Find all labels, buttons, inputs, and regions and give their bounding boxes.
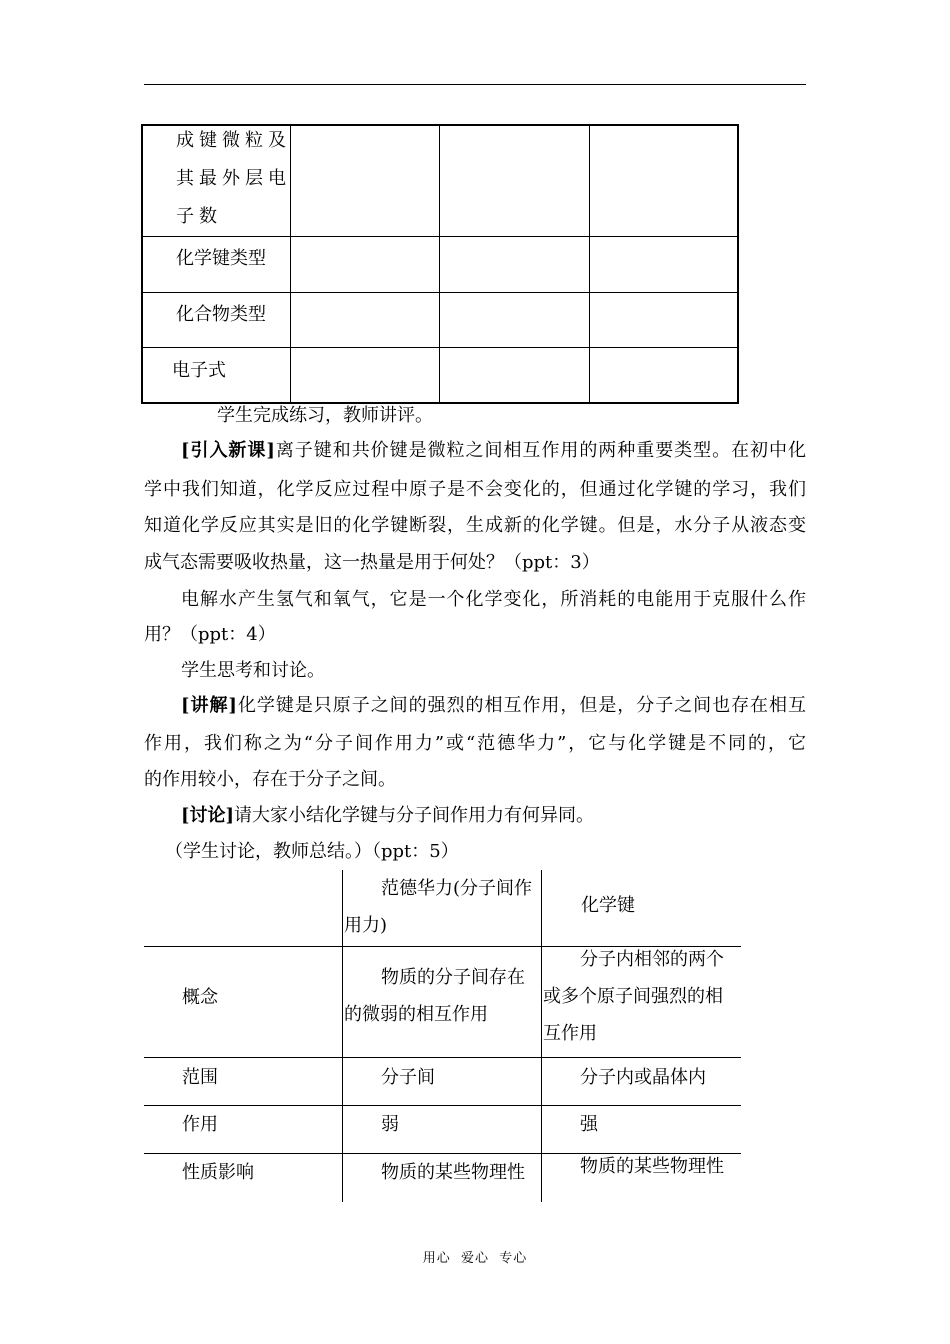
paragraph-line [181, 436, 806, 466]
header-rule [144, 84, 806, 85]
row-label: 性质影响 [182, 1162, 254, 1183]
row-label: 概念 [182, 987, 218, 1008]
row-label: 范围 [182, 1067, 218, 1088]
paragraph-line [181, 691, 806, 721]
section-tag: [讲解] [181, 695, 237, 716]
section-tag: [讨论] [181, 805, 235, 826]
table-cell-line: 分子内相邻的两个 [580, 949, 724, 970]
bond-comparison-table [141, 124, 739, 404]
page-footer: 用心 爱心 专心 [422, 1251, 528, 1266]
paragraph-line: 的作用较小，存在于分子之间。 [144, 769, 396, 790]
table-cell: 强 [580, 1114, 598, 1135]
table-cell-line: 物质的分子间存在 [381, 967, 525, 988]
paragraph-text: 化学键是只原子之间的强烈的相互作用，但是，分子之间也存在相互 [236, 695, 806, 716]
paragraph: 学生思考和讨论。 [181, 660, 325, 681]
column-header-line: 用力) [344, 915, 388, 936]
table-divider [589, 126, 590, 402]
table-cell-line: 或多个原子间强烈的相 [543, 986, 723, 1007]
table-cell: 物质的某些物理性 [580, 1156, 724, 1177]
table-cell-line: 互作用 [543, 1023, 597, 1044]
table-cell: 分子间 [381, 1067, 435, 1088]
table-divider [439, 126, 440, 402]
table-cell [344, 959, 541, 1033]
column-header: 化学键 [581, 895, 635, 916]
column-header-line: 范德华力(分子间作 [381, 878, 533, 899]
table-cell: 分子内或晶体内 [580, 1067, 706, 1088]
table-cell-line: 的微弱的相互作用 [344, 1004, 488, 1025]
paragraph-text: 离子键和共价键是微粒之间相互作用的两种重要类型。在初中化 [274, 440, 806, 461]
row-label-line: 成键微粒及 [176, 130, 291, 151]
table-divider [144, 1057, 741, 1058]
section-tag: [引入新课] [181, 440, 275, 461]
table-cell: 弱 [381, 1114, 399, 1135]
paragraph [181, 801, 594, 831]
paragraph-text: 请大家小结化学键与分子间作用力有何异同。 [234, 805, 595, 826]
table-divider [144, 1105, 741, 1106]
paragraph-line: 学中我们知道，化学反应过程中原子是不会变化的，但通过化学键的学习，我们 [144, 479, 806, 500]
row-label: 电子式 [172, 360, 226, 381]
column-header [344, 870, 541, 944]
paragraph-line: 电解水产生氢气和氧气，它是一个化学变化，所消耗的电能用于克服什么作 [181, 589, 806, 610]
row-label: 作用 [182, 1114, 218, 1135]
paragraph: （学生讨论，教师总结。）（ppt：5） [165, 841, 459, 862]
table-divider [143, 236, 737, 237]
row-label-line: 其最外层电 [176, 168, 291, 189]
force-comparison-table [144, 870, 741, 1202]
table-cell [543, 941, 742, 1052]
row-label: 化合物类型 [176, 304, 266, 325]
table-divider [143, 347, 737, 348]
row-label-line: 子数 [176, 206, 222, 227]
paragraph: 学生完成练习，教师讲评。 [217, 405, 433, 426]
paragraph-line: 用？（ppt：4） [144, 624, 276, 645]
row-label [176, 122, 291, 236]
table-cell: 物质的某些物理性 [381, 1162, 525, 1183]
paragraph-line: 成气态需要吸收热量，这一热量是用于何处？（ppt：3） [144, 552, 600, 573]
paragraph-line: 作用，我们称之为“分子间作用力”或“范德华力”，它与化学键是不同的，它 [144, 733, 806, 754]
paragraph-line: 知道化学反应其实是旧的化学键断裂，生成新的化学键。但是，水分子从液态变 [144, 515, 806, 536]
table-divider [143, 292, 737, 293]
row-label: 化学键类型 [176, 248, 266, 269]
